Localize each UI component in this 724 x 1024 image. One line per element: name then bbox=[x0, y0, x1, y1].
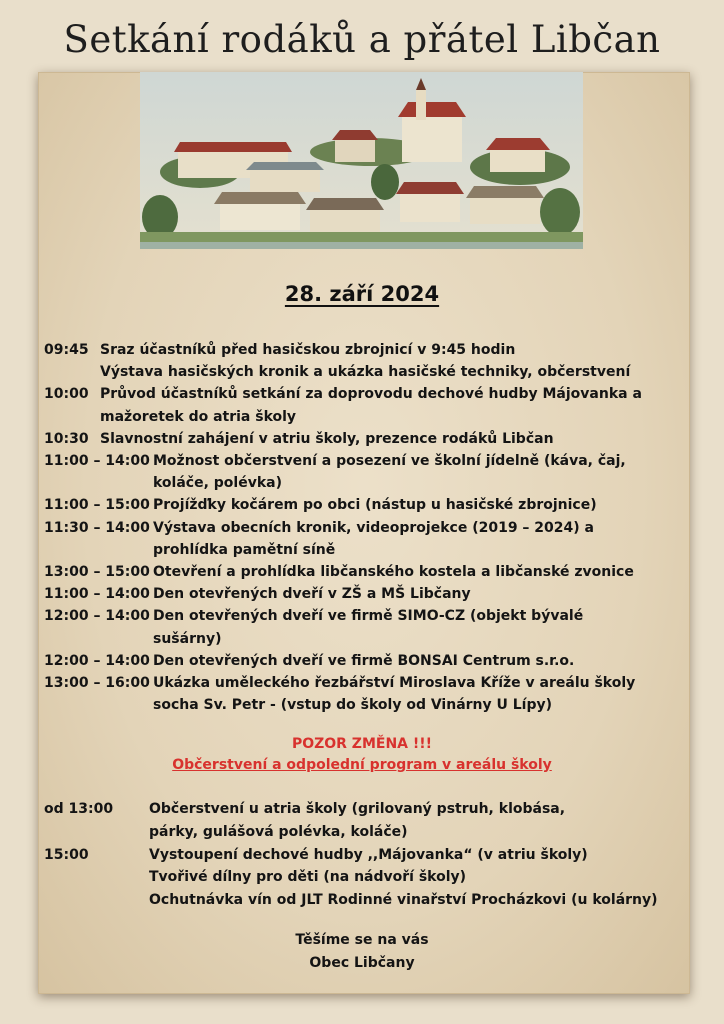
schedule-row bbox=[44, 605, 684, 649]
schedule-time: 10:00 bbox=[44, 386, 89, 403]
notice-title: POZOR ZMĚNA !!! bbox=[291, 736, 433, 752]
schedule-time: 15:00 bbox=[44, 846, 89, 863]
schedule-row bbox=[44, 494, 684, 516]
schedule-time: 09:45 bbox=[44, 342, 89, 358]
schedule-line: Otevření a prohlídka libčanského kostela a libčanské zvonice bbox=[153, 564, 634, 581]
schedule-line: Ochutnávka vín od JLT Rodinné vinařství Procházkovi (u kolárny) bbox=[149, 892, 658, 909]
schedule-line: párky, gulášová polévka, koláče) bbox=[149, 823, 408, 840]
schedule-line: Výstava obecních kronik, videoprojekce (2019 – 2024) a bbox=[153, 519, 594, 536]
schedule-line: Občerstvení u atria školy (grilovaný pstruh, klobása, bbox=[149, 801, 566, 817]
schedule-time: 13:00 – 16:00 bbox=[44, 675, 150, 692]
schedule-line: Den otevřených dveří ve firmě SIMO-CZ (objekt bývalé bbox=[153, 608, 584, 625]
event-date: 28. září 2024 bbox=[284, 282, 440, 306]
schedule-time: 11:30 – 14:00 bbox=[44, 519, 150, 536]
schedule-time: od 13:00 bbox=[44, 801, 114, 817]
closing-signature: Obec Libčany bbox=[309, 955, 415, 971]
schedule-time: 11:00 – 14:00 bbox=[44, 453, 150, 470]
schedule-line: Tvořivé dílny pro děti (na nádvoří školy) bbox=[149, 869, 467, 886]
closing-greeting: Těšíme se na vás bbox=[295, 932, 429, 948]
schedule-row bbox=[44, 672, 684, 716]
schedule-time: 11:00 – 14:00 bbox=[44, 586, 150, 603]
schedule-line: Výstava hasičských kronik a ukázka hasičské techniky, občerstvení bbox=[100, 364, 631, 381]
schedule-line: koláče, polévka) bbox=[153, 475, 283, 492]
schedule-row bbox=[44, 583, 684, 605]
schedule-time: 12:00 – 14:00 bbox=[44, 652, 150, 669]
schedule-line: sušárny) bbox=[153, 630, 222, 647]
schedule-row bbox=[44, 450, 684, 494]
afternoon-list bbox=[44, 798, 684, 912]
schedule-line: Průvod účastníků setkání za doprovodu dechové hudby Májovanka a bbox=[100, 386, 642, 403]
schedule-time: 13:00 – 15:00 bbox=[44, 564, 150, 581]
schedule-row bbox=[44, 650, 684, 672]
schedule-row bbox=[44, 844, 684, 912]
schedule-time: 10:30 bbox=[44, 430, 89, 447]
schedule-line: prohlídka pamětní síně bbox=[153, 541, 336, 558]
schedule-line: Ukázka uměleckého řezbářství Miroslava Kříže v areálu školy bbox=[153, 675, 636, 692]
schedule-time: 12:00 – 14:00 bbox=[44, 608, 150, 625]
schedule-line: mažoretek do atria školy bbox=[100, 408, 297, 425]
schedule-list bbox=[44, 339, 684, 716]
schedule-row bbox=[44, 561, 684, 583]
page-title: Setkání rodáků a přátel Libčan bbox=[63, 18, 661, 61]
schedule-row bbox=[44, 339, 684, 383]
schedule-line: Možnost občerstvení a posezení ve školní jídelně (káva, čaj, bbox=[153, 453, 626, 470]
schedule-line: Slavnostní zahájení v atriu školy, prezence rodáků Libčan bbox=[100, 430, 554, 447]
schedule-line: socha Sv. Petr - (vstup do školy od Vinárny U Lípy) bbox=[153, 697, 553, 714]
schedule-line: Projížďky kočárem po obci (nástup u hasičské zbrojnice) bbox=[153, 497, 597, 514]
schedule-row bbox=[44, 383, 684, 427]
schedule-line: Den otevřených dveří ve firmě BONSAI Centrum s.r.o. bbox=[153, 652, 575, 669]
schedule-row bbox=[44, 798, 684, 844]
schedule-line: Sraz účastníků před hasičskou zbrojnicí v 9:45 hodin bbox=[100, 342, 516, 358]
notice-subtitle: Občerstvení a odpolední program v areálu školy bbox=[172, 757, 552, 773]
village-illustration bbox=[140, 72, 583, 249]
schedule-row bbox=[44, 517, 684, 561]
schedule-line: Den otevřených dveří v ZŠ a MŠ Libčany bbox=[153, 586, 471, 603]
schedule-time: 11:00 – 15:00 bbox=[44, 497, 150, 514]
schedule-row bbox=[44, 428, 684, 450]
schedule-line: Vystoupení dechové hudby ,,Májovanka“ (v atriu školy) bbox=[149, 846, 588, 863]
